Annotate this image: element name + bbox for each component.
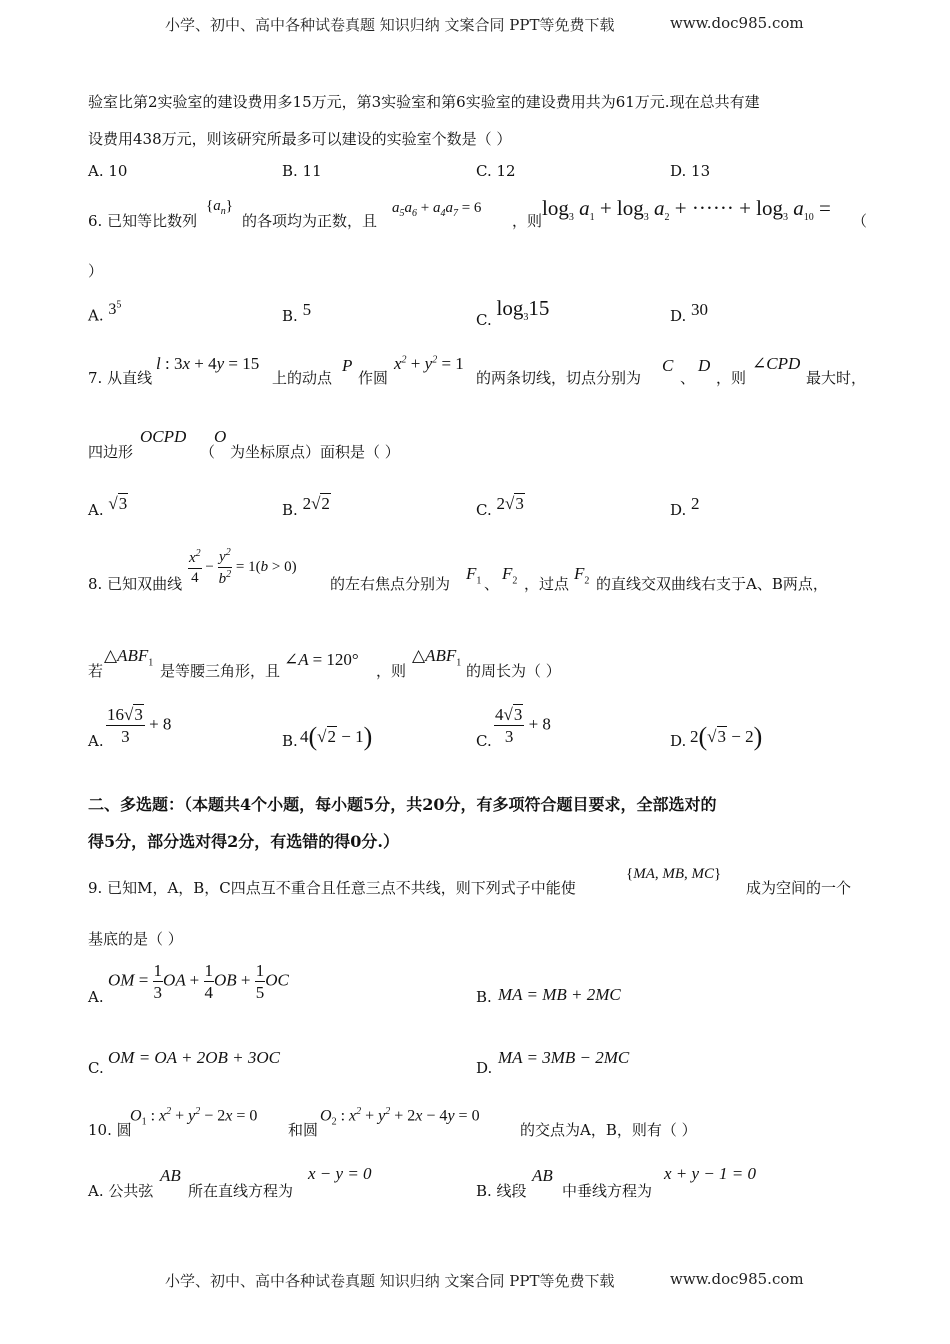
q7-text6: 最大时，	[806, 369, 867, 387]
q8-option-a-expr: $\frac{16√3}{3}$ + 8	[107, 705, 172, 746]
q8-line2-text2: ，则	[376, 662, 407, 680]
q7-option-b-label: B.	[282, 501, 298, 519]
q8-option-c	[476, 732, 492, 750]
q7-option-d	[670, 494, 700, 520]
q6-option-b-label: B.	[282, 307, 298, 325]
q10-option-a-mid: 所在直线方程为	[188, 1182, 294, 1200]
q8-option-d-label: D.	[670, 732, 687, 750]
q9-basis-set: {MA, MB, MC}	[626, 866, 722, 882]
footer-url[interactable]: www.doc985.com	[670, 1270, 804, 1288]
q6-open-paren: （	[852, 212, 868, 230]
q6-sequence: $\{a_n\}$	[206, 198, 233, 217]
q7-option-c: C. 2√3	[476, 494, 524, 519]
q9-option-a	[88, 988, 104, 1006]
q7-line2-prefix: 四边形	[88, 443, 134, 461]
q7-text2: 作圆	[358, 369, 389, 387]
q7-text5: ，则	[716, 369, 747, 387]
q9-option-c	[88, 1059, 104, 1077]
q6-condition: $a_5a_6 + a_4a_7 = 6$	[392, 200, 482, 219]
q7-point-d: D	[698, 356, 711, 375]
q8-angle: ∠A = 120°	[284, 650, 359, 669]
q9-suffix: 成为空间的一个	[746, 879, 852, 897]
q7-angle: ∠CPD	[752, 354, 801, 373]
q9-option-a-label: A.	[88, 988, 104, 1006]
q8-option-a-label: A.	[88, 732, 104, 750]
q6-log-sum: $\log_3 a_1 + \log_3 a_2$ + ······ + $\log_3 a_{10}$ =	[542, 196, 831, 224]
q7-origin: O	[214, 427, 227, 446]
q8-option-a	[88, 732, 104, 750]
q6-option-d	[670, 300, 709, 326]
q8-prefix: 8. 已知双曲线	[88, 575, 183, 593]
q5-option-c: C. 12	[476, 162, 516, 180]
q10-option-b-label: B. 线段	[476, 1182, 527, 1200]
header-url[interactable]: www.doc985.com	[670, 14, 804, 32]
q9-option-d-label: D.	[476, 1059, 493, 1077]
q8-hyperbola: $\frac{x^2}{4}$ − $\frac{y^2}{b^2}$ = 1(b > 0)	[189, 547, 297, 587]
q8-text3: ，过点	[524, 575, 570, 593]
q5-option-b: B. 11	[282, 162, 322, 180]
q10-option-a-expr: x − y = 0	[308, 1164, 372, 1183]
q6-option-b-value: 5	[302, 300, 312, 319]
q10-option-a-label: A. 公共弦	[88, 1182, 154, 1200]
q10-middle: 和圆	[288, 1121, 319, 1139]
q8-line2-text1: 是等腰三角形，且	[160, 662, 281, 680]
q7-option-a-label: A.	[88, 501, 104, 519]
q9-option-b-label: B.	[476, 988, 492, 1006]
q7-quadrilateral: OCPD	[140, 427, 187, 446]
q10-circle-o2: $O_2$ : $x^2 + y^2 + 2x - 4y = 0$	[320, 1106, 480, 1128]
q8-line2-prefix: 若	[88, 662, 104, 680]
q7-prefix: 7. 从直线	[88, 369, 153, 387]
q8-option-d-expr: 2(√3 − 2)	[690, 722, 763, 751]
q5-line2: 设费用438万元，则该研究所最多可以建设的实验室个数是（ ）	[88, 130, 512, 148]
q9-line2: 基底的是（ ）	[88, 930, 183, 948]
q6-option-c: C. $\log_315$	[476, 296, 550, 329]
q8-option-b-label: B.	[282, 732, 298, 750]
q5-option-a: A. 10	[88, 162, 128, 180]
q10-prefix: 10. 圆	[88, 1121, 132, 1139]
section2-heading-line2: 得5分，部分选对得2分，有选错的得0分.）	[88, 832, 399, 851]
q8-option-b-expr: 4(√2 − 1)	[300, 722, 373, 751]
q7-option-c-label: C.	[476, 501, 492, 519]
q8-text2: 、	[484, 575, 500, 593]
q10-option-a	[88, 1180, 153, 1201]
q10-option-b	[476, 1180, 527, 1201]
q8-f2: $F_2$	[502, 564, 518, 587]
q10-circle-o1: $O_1$ : $x^2 + y^2 - 2x = 0$	[130, 1106, 258, 1128]
q7-point-c: C	[662, 356, 674, 375]
q8-f2-point: $F_2$	[574, 564, 590, 587]
q7-circle: $x^2 + y^2 = 1$	[394, 354, 464, 373]
q6-prefix: 6. 已知等比数列	[88, 212, 198, 230]
q7-option-b: B. 2√2	[282, 494, 330, 519]
q10-option-b-mid: 中垂线方程为	[562, 1182, 653, 1200]
q6-middle: 的各项均为正数，且	[242, 212, 378, 230]
q7-line: l : 3x + 4y = 15	[156, 354, 260, 373]
q7-option-d-value: 2	[691, 494, 700, 513]
q6-option-b	[282, 300, 312, 326]
footer-text: 小学、初中、高中各种试卷真题 知识归纳 文案合同 PPT等免费下载	[165, 1272, 615, 1290]
q9-option-c-expr: OM = OA + 2OB + 3OC	[108, 1048, 280, 1067]
q6-option-a-label: A.	[88, 306, 104, 325]
q10-option-b-expr: x + y − 1 = 0	[664, 1164, 757, 1183]
q7-text1: 上的动点	[272, 369, 333, 387]
q7-line2-rest: 为坐标原点）面积是（ ）	[230, 443, 400, 461]
q9-option-d-expr: MA = 3MB − 2MC	[498, 1048, 630, 1067]
section2-heading-line1: 二、多选题：（本题共4个小题，每小题5分，共20分，有多项符合题目要求，全部选对的	[88, 795, 717, 814]
q8-option-b	[282, 732, 298, 750]
q6-option-d-value: 30	[691, 300, 709, 319]
q9-option-b	[476, 988, 492, 1006]
q9-option-a-expr: OM = $\frac{1}{3}$ OA + $\frac{1}{4}$ OB + $\frac{1}{5}$ OC	[108, 961, 289, 1002]
q8-option-c-label: C.	[476, 732, 492, 750]
q7-option-d-label: D.	[670, 501, 687, 519]
q6-middle2: ，则	[512, 212, 543, 230]
q9-option-b-expr: MA = MB + 2MC	[498, 985, 621, 1004]
q6-close-paren: ）	[88, 262, 104, 280]
q6-option-a: A. $3^5$	[88, 300, 122, 325]
q8-text1: 的左右焦点分别为	[330, 575, 451, 593]
q8-triangle2: $\triangle ABF_1$	[412, 646, 462, 669]
q6-option-d-label: D.	[670, 307, 687, 325]
q8-option-d	[670, 732, 686, 750]
q9-option-d	[476, 1059, 492, 1077]
header-text: 小学、初中、高中各种试卷真题 知识归纳 文案合同 PPT等免费下载	[165, 16, 615, 34]
q10-option-b-ab: AB	[532, 1166, 553, 1185]
q7-point-p: P	[342, 356, 353, 375]
q8-option-c-expr: $\frac{4√3}{3}$ + 8	[495, 705, 551, 746]
q7-option-a: A. √3	[88, 494, 128, 519]
q7-text3: 的两条切线，切点分别为	[476, 369, 642, 387]
q5-option-d: D. 13	[670, 162, 711, 180]
q8-f1: $F_1$	[466, 564, 482, 587]
q10-suffix: 的交点为A，B，则有（ ）	[520, 1121, 697, 1139]
q7-text4: 、	[680, 369, 696, 387]
q5-line1: 验室比第2实验室的建设费用多15万元，第3实验室和第6实验室的建设费用共为61万元.现在总共有建	[88, 93, 760, 111]
q6-option-c-label: C.	[476, 311, 492, 329]
q8-text4: 的直线交双曲线右支于A、B两点，	[596, 575, 828, 593]
q9-prefix: 9. 已知M，A，B，C四点互不重合且任意三点不共线，则下列式子中能使	[88, 879, 576, 897]
q9-option-c-label: C.	[88, 1059, 104, 1077]
q7-line2-paren: （	[200, 443, 216, 461]
q10-option-a-ab: AB	[160, 1166, 181, 1185]
q8-line2-text3: 的周长为（ ）	[466, 662, 561, 680]
q8-triangle: $\triangle ABF_1$	[104, 646, 154, 669]
